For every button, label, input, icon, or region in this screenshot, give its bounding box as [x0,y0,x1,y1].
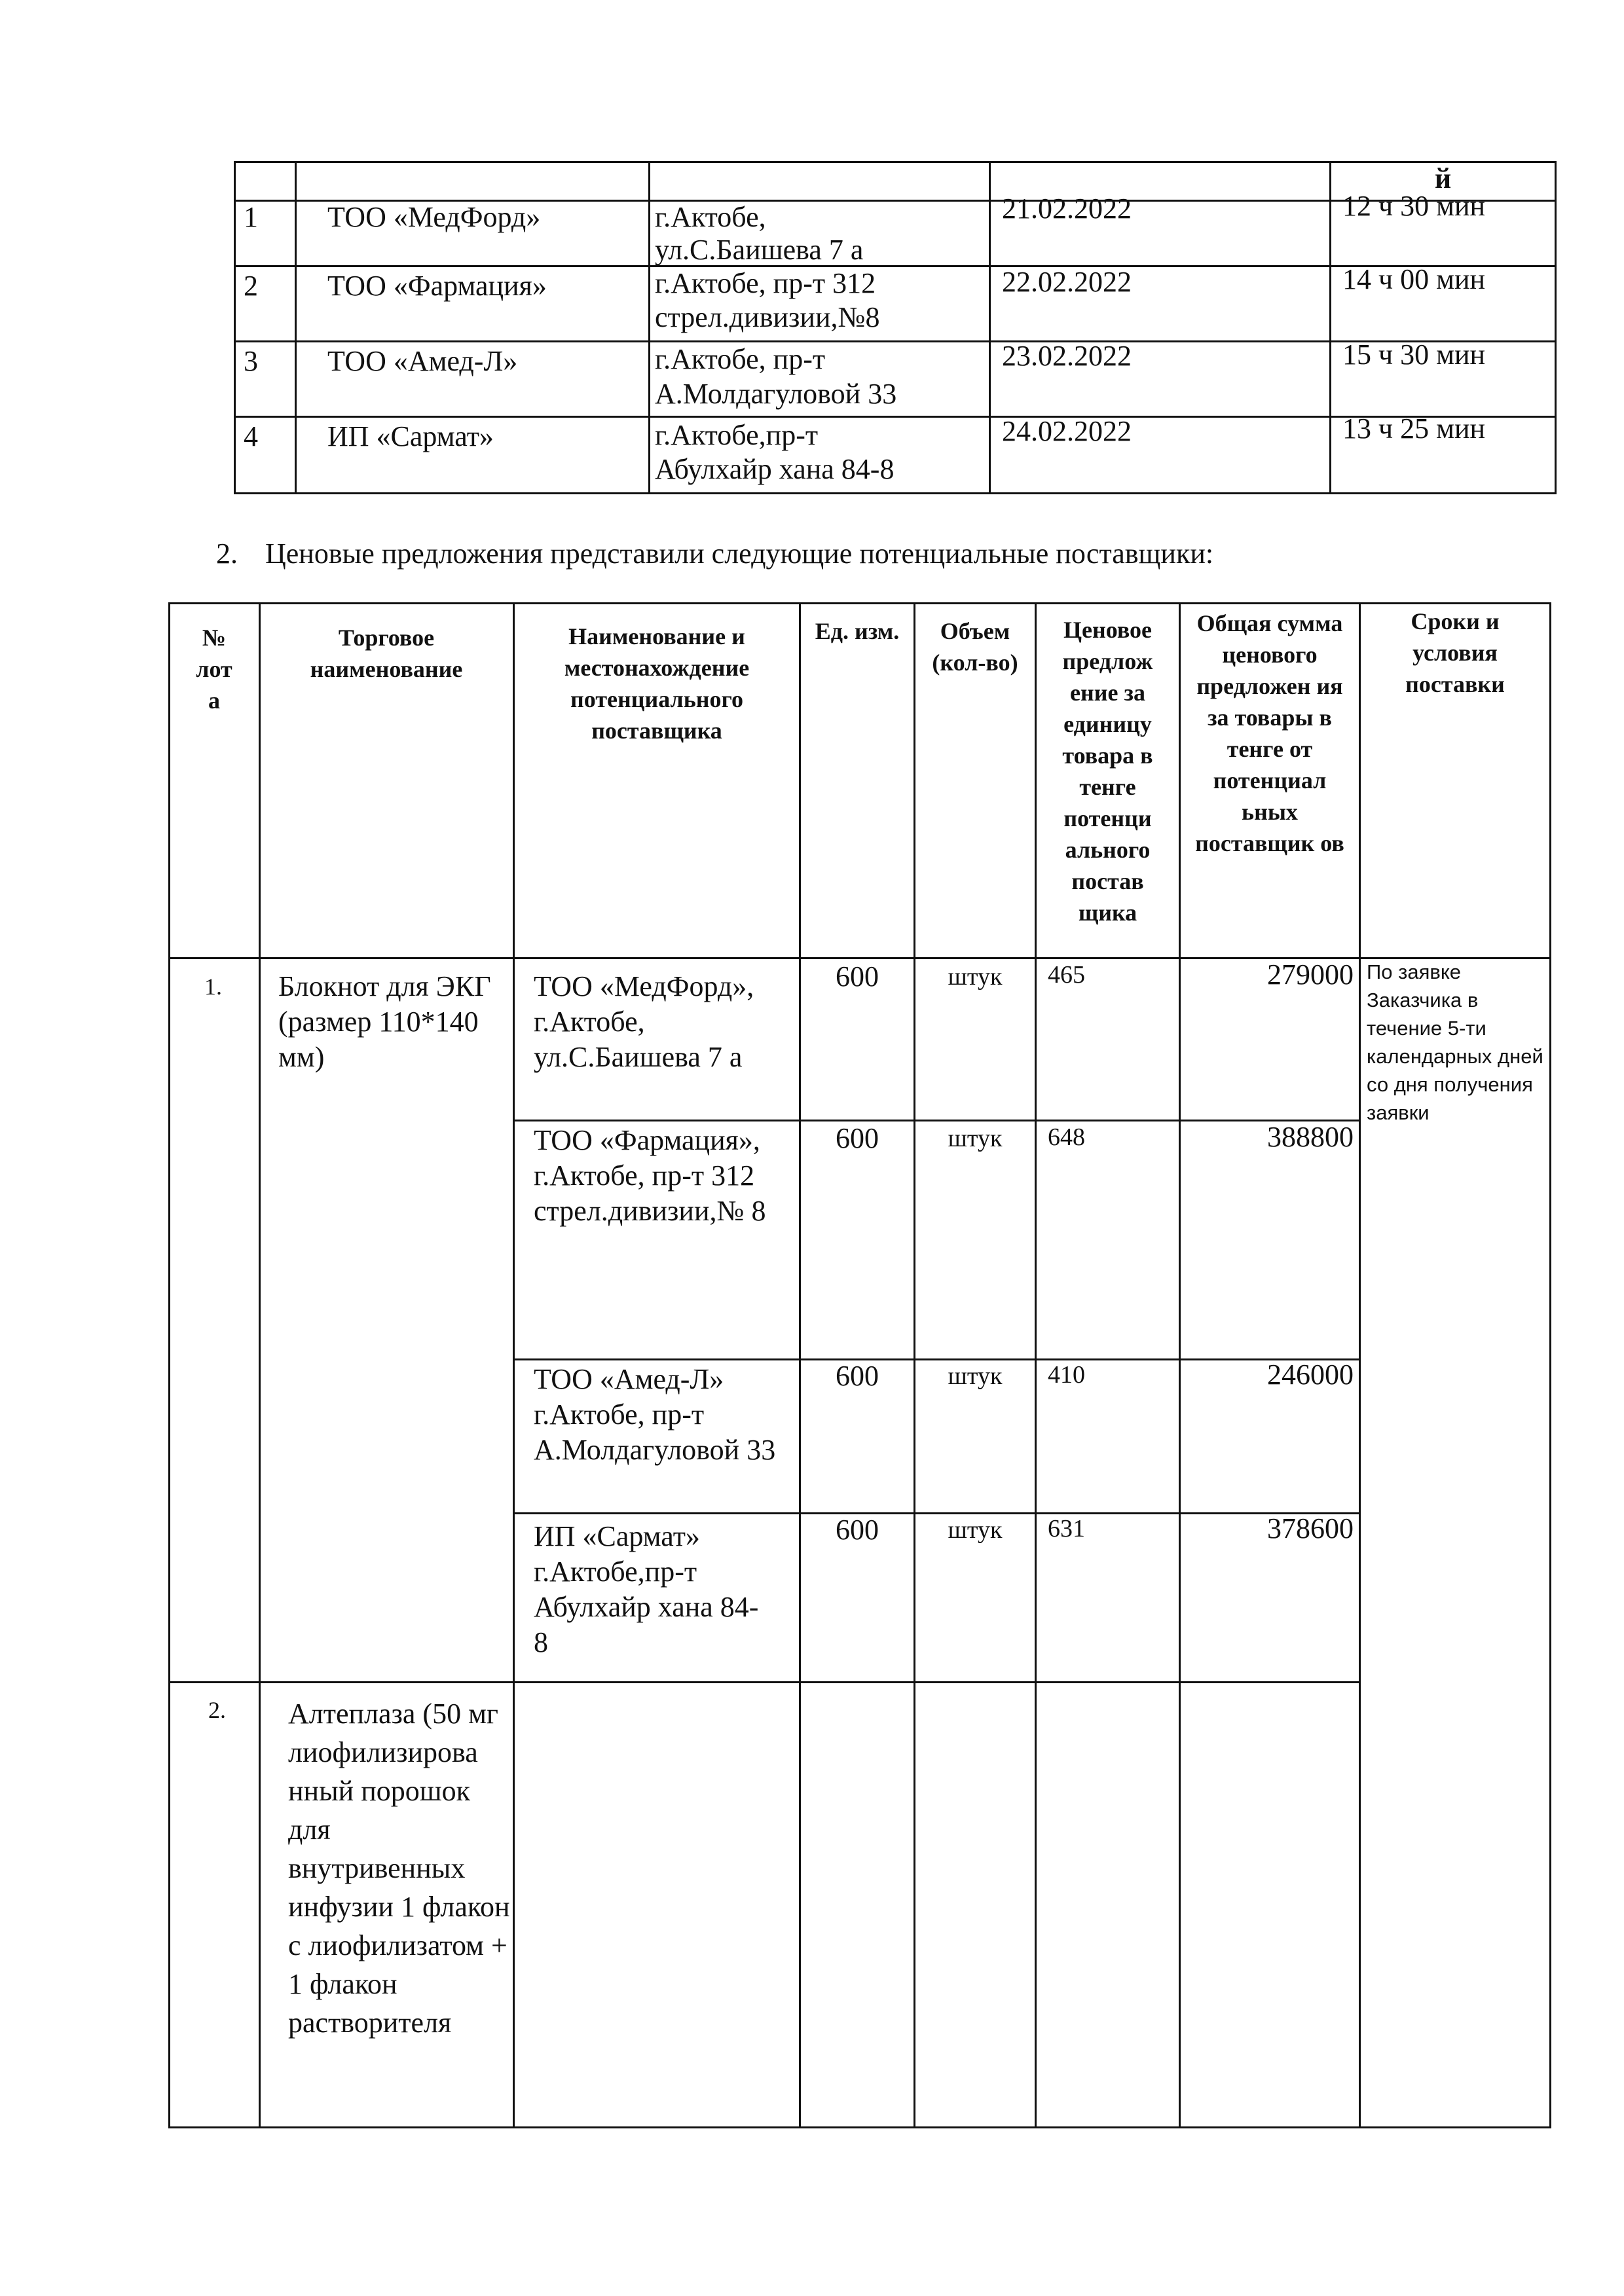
offer-supplier: ТОО «Амед-Л» г.Актобе, пр-т А.Молдагуловой 33 [534,1363,776,1466]
submission-date: 23.02.2022 [1002,340,1132,372]
offer-unit-value: 600 [836,1122,879,1154]
offer-supplier: ТОО «Фармация», г.Актобе, пр-т 312 стрел.дивизии,№ 8 [534,1124,766,1227]
submission-time: 12 ч 30 мин [1342,190,1486,222]
submission-date: 24.02.2022 [1002,415,1132,447]
offer-unit-price: 410 [1048,1361,1085,1389]
offer-supplier: ТОО «МедФорд», г.Актобе, ул.С.Баишева 7 а [534,970,754,1073]
section-title: Ценовые предложения представили следующие потенциальные поставщики: [265,538,1214,570]
offer-total: 246000 [1267,1358,1354,1391]
header-total: Общая сумма ценового предложен ия за товары в тенге от потенциал ьных поставщик ов [1195,610,1344,856]
header-supplier: Наименование и местонахождение потенциального поставщика [564,623,750,744]
supplier-name: ТОО «Амед-Л» [327,345,518,377]
supplier-name: ИП «Сармат» [327,420,494,452]
lot-number: 1. [204,974,222,1000]
section-number: 2. [216,538,238,570]
supplier-address-line1: г.Актобе, пр-т 312 [655,267,876,299]
header-volume: Объем (кол-во) [932,618,1018,676]
supplier-address-line2: ул.С.Баишева 7 а [655,234,864,266]
offer-unit-value: 600 [836,1514,879,1546]
lot-trade-name: Алтеплаза (50 мг лиофилизирова нный порошок для внутривенных инфузии 1 флакон с лиофилизатом + 1 флакон растворителя [288,1698,510,2039]
submission-date: 21.02.2022 [1002,192,1132,225]
lot-trade-name: Блокнот для ЭКГ (размер 110*140 мм) [278,970,491,1073]
offer-unit-price: 631 [1048,1515,1085,1542]
offer-total: 388800 [1267,1121,1354,1153]
offer-volume-value: штук [948,963,1003,991]
header-terms: Сроки и условия поставки [1405,608,1505,697]
supplier-address-line2: стрел.дивизии,№8 [655,301,880,333]
row-number: 4 [244,420,258,452]
submission-time: 14 ч 00 мин [1342,263,1486,295]
offer-unit-price: 648 [1048,1123,1085,1151]
header-unit: Ед. изм. [815,618,900,644]
supplier-address-line1: г.Актобе, пр-т [655,343,826,375]
lot-number: 2. [208,1697,226,1723]
offer-unit-value: 600 [836,960,879,993]
supplier-address-line2: Абулхайр хана 84-8 [655,453,895,485]
row-number: 3 [244,345,258,377]
offer-volume-value: штук [948,1516,1003,1544]
offer-total: 378600 [1267,1512,1354,1544]
offer-unit-price: 465 [1048,961,1085,989]
row-number: 2 [244,270,258,302]
submission-time: 13 ч 25 мин [1342,412,1486,445]
supplier-address-line1: г.Актобе,пр-т [655,419,819,451]
header-unit-price: Ценовое предлож ение за единицу товара в тенге потенци ального постав щика [1062,617,1153,926]
offer-unit-value: 600 [836,1360,879,1392]
row-number: 1 [244,201,258,233]
offer-supplier: ИП «Сармат» г.Актобе,пр-т Абулхайр хана 84-8 [534,1520,759,1658]
header-trade-name: Торговое наименование [310,625,463,682]
offer-total: 279000 [1267,958,1354,991]
supplier-address-line1: г.Актобе, [655,201,766,233]
offer-volume-value: штук [948,1125,1003,1152]
section-heading [216,537,1213,570]
offer-volume-value: штук [948,1362,1003,1390]
lot-delivery-terms: По заявке Заказчика в течение 5-ти календарных дней со дня получения заявки [1367,960,1543,1124]
header-lot-number: № лот а [196,625,232,714]
supplier-name: ТОО «МедФорд» [327,201,541,233]
supplier-name: ТОО «Фармация» [327,270,547,302]
header-fragment: й [1434,162,1452,194]
submission-time: 15 ч 30 мин [1342,338,1486,371]
submission-date: 22.02.2022 [1002,266,1132,298]
supplier-address-line2: А.Молдагуловой 33 [655,378,897,410]
